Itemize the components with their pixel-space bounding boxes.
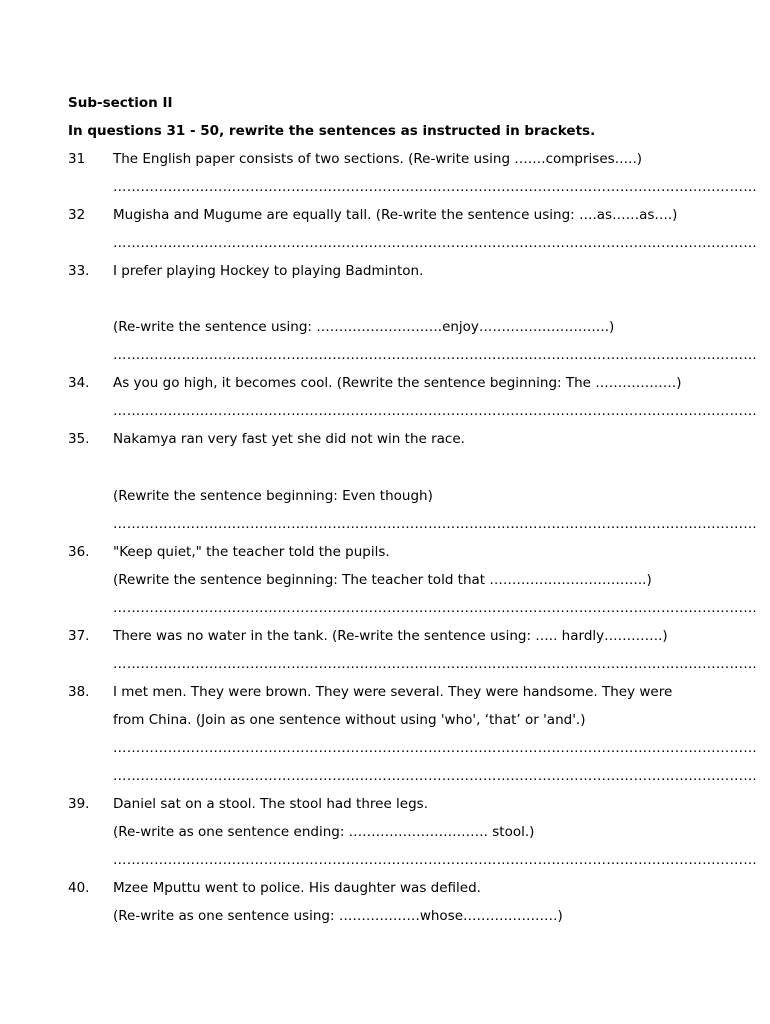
- section-title: Sub-section II: [68, 95, 173, 111]
- question-number: 35.: [68, 431, 90, 447]
- question-number: 37.: [68, 628, 90, 644]
- question-text: Mugisha and Mugume are equally tall. (Re-write the sentence using: ….as……as….): [113, 207, 678, 223]
- answer-line: ……………………………………………………………………………………………………………………………: [113, 516, 757, 532]
- question-text: Daniel sat on a stool. The stool had three legs.: [113, 796, 428, 812]
- answer-line: ……………………………………………………………………………………………………………………………: [113, 768, 757, 784]
- question-text: "Keep quiet," the teacher told the pupils.: [113, 544, 390, 560]
- answer-line: ……………………………………………………………………………………………………………………………: [113, 740, 757, 756]
- question-instruction: (Rewrite the sentence beginning: Even though): [113, 488, 433, 504]
- question-number: 39.: [68, 796, 90, 812]
- answer-line: ……………………………………………………………………………………………………………………………: [113, 235, 757, 251]
- instructions: In questions 31 - 50, rewrite the sentences as instructed in brackets.: [68, 123, 596, 139]
- question-text: Nakamya ran very fast yet she did not win the race.: [113, 431, 465, 447]
- question-number: 36.: [68, 544, 90, 560]
- question-text: Mzee Mputtu went to police. His daughter was defiled.: [113, 880, 481, 896]
- question-text: There was no water in the tank. (Re-write the sentence using: ….. hardly………….): [113, 628, 668, 644]
- answer-line: ……………………………………………………………………………………………………………………………: [113, 179, 757, 195]
- question-number: 40.: [68, 880, 90, 896]
- question-instruction: (Re-write as one sentence ending: …………………………. stool.): [113, 824, 535, 840]
- question-instruction: (Re-write as one sentence using: ………………whose…………………): [113, 908, 563, 924]
- question-text: I met men. They were brown. They were several. They were handsome. They were: [113, 684, 673, 700]
- question-text: As you go high, it becomes cool. (Rewrite the sentence beginning: The ………………): [113, 375, 682, 391]
- question-number: 32: [68, 207, 86, 223]
- answer-line: ……………………………………………………………………………………………………………………………: [113, 600, 757, 616]
- question-number: 38.: [68, 684, 90, 700]
- answer-line: ……………………………………………………………………………………………………………………………: [113, 852, 757, 868]
- question-instruction: (Rewrite the sentence beginning: The teacher told that ……………………………..): [113, 572, 652, 588]
- question-instruction: from China. (Join as one sentence without using 'who', ‘that’ or 'and'.): [113, 712, 586, 728]
- answer-line: ……………………………………………………………………………………………………………………………: [113, 403, 757, 419]
- question-text: The English paper consists of two sections. (Re-write using …….comprises…..): [113, 151, 643, 167]
- answer-line: ……………………………………………………………………………………………………………………………: [113, 656, 757, 672]
- question-text: I prefer playing Hockey to playing Badminton.: [113, 263, 424, 279]
- question-number: 34.: [68, 375, 90, 391]
- question-instruction: (Re-write the sentence using: ……………………….enjoy…………………….….): [113, 319, 615, 335]
- question-number: 33.: [68, 263, 90, 279]
- question-number: 31: [68, 151, 86, 167]
- answer-line: ……………………………………………………………………………………………………………………………: [113, 347, 757, 363]
